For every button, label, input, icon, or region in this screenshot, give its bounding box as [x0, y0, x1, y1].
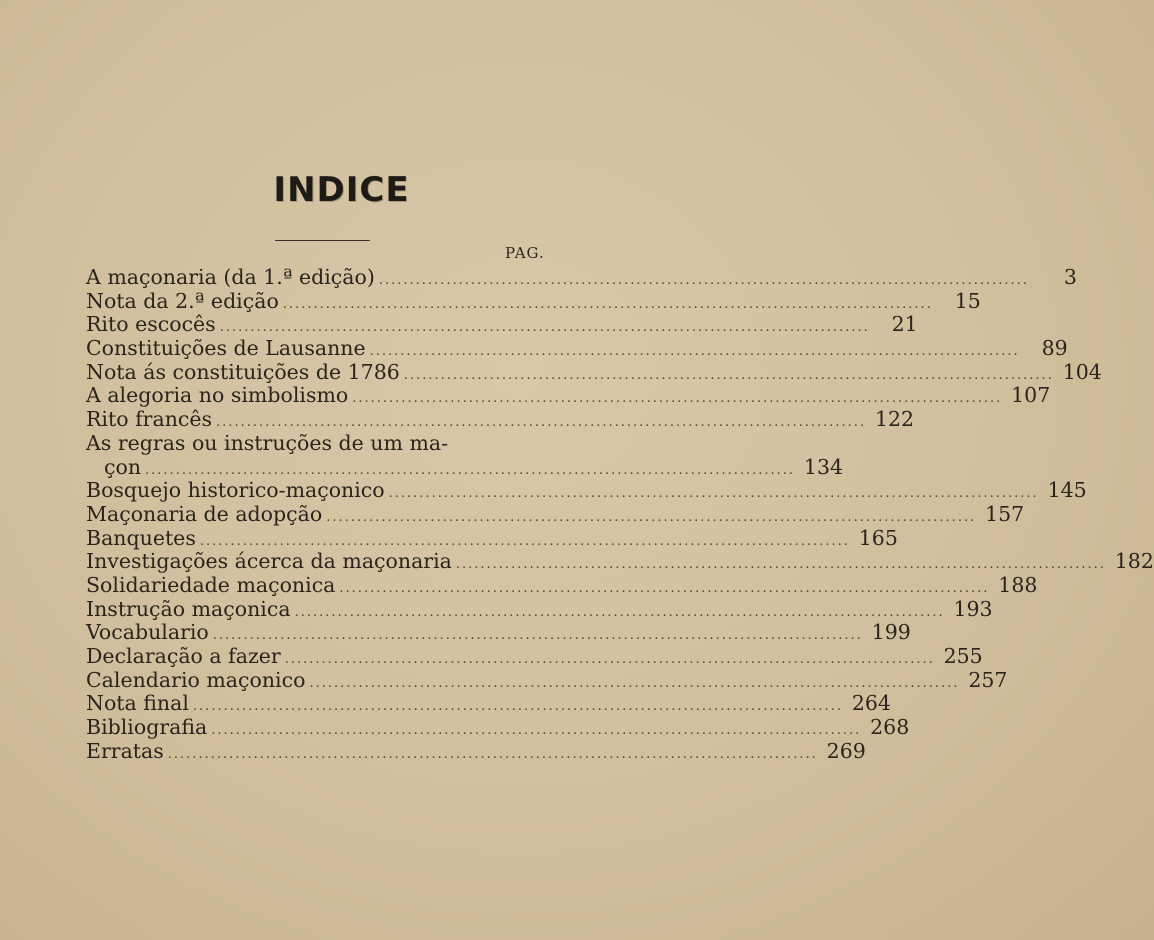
dot-leader: .......................................................................................................... — [284, 652, 935, 667]
toc-entry — [86, 620, 911, 645]
toc-entry-page: 257 — [968, 667, 1008, 692]
toc-entry — [86, 644, 983, 669]
page-column-header: PAG. — [505, 244, 545, 262]
toc-entry-label: Maçonaria de adopção — [86, 501, 323, 526]
dot-leader: .......................................................................................................... — [167, 746, 818, 762]
toc-entry-page: 122 — [874, 407, 915, 432]
toc-entry — [86, 525, 898, 551]
toc-entry-page: 255 — [943, 644, 983, 668]
toc-entry-label: çon — [104, 454, 142, 479]
toc-entry-label: Rito francês — [86, 407, 213, 432]
dot-leader: .......................................................................................................... — [339, 580, 990, 596]
toc-entry-label: As regras ou instruções de um ma- — [86, 430, 449, 455]
toc-entry-label: Constituições de Lausanne — [86, 336, 366, 361]
toc-entry-page: 107 — [1011, 383, 1051, 408]
toc-entry — [86, 454, 844, 480]
toc-entry — [86, 478, 1087, 503]
toc-entry-label: Nota ás constituições de 1786 — [86, 359, 400, 384]
toc-entry-page: 269 — [826, 738, 866, 763]
toc-entry-page: 157 — [985, 501, 1025, 526]
toc-entry-page: 145 — [1047, 478, 1087, 503]
dot-leader: .......................................................................................................... — [216, 415, 867, 431]
dot-leader: .......................................................................................................... — [326, 509, 977, 525]
toc-entry — [86, 312, 918, 337]
toc-entry — [86, 549, 1154, 574]
toc-entry — [86, 336, 1068, 361]
toc-entry-page: 89 — [1041, 336, 1068, 361]
toc-entry-page: 15 — [954, 288, 981, 313]
toc-entry — [86, 383, 1051, 408]
dot-leader: .......................................................................................................... — [403, 367, 1054, 383]
toc-entry-page: 3 — [1063, 265, 1077, 289]
toc-entry — [86, 359, 1102, 385]
toc-entry — [86, 596, 993, 622]
toc-entry-label: Nota final — [86, 691, 189, 716]
dot-leader: .......................................................................................................... — [378, 273, 1029, 288]
toc-entry-label: Investigações ácerca da maçonaria — [86, 549, 452, 574]
toc-entry — [86, 715, 910, 740]
toc-entry-label: Nota da 2.ª edição — [86, 288, 279, 313]
toc-entry — [86, 288, 981, 314]
toc-entry-label: Bosquejo historico-maçonico — [86, 478, 385, 503]
toc-entry-page: 165 — [858, 525, 898, 550]
toc-entry-label: Solidariedade maçonica — [86, 572, 336, 597]
dot-leader: .......................................................................................................... — [352, 391, 1003, 407]
dot-leader: .......................................................................................................... — [145, 462, 796, 478]
toc-entry — [86, 265, 1077, 290]
toc-entry-label: Rito escocês — [86, 312, 216, 337]
dot-leader: .......................................................................................................... — [192, 699, 843, 715]
dot-leader: .......................................................................................................... — [219, 320, 870, 336]
toc-entry-page: 199 — [871, 620, 911, 645]
toc-entry-label: Declaração a fazer — [86, 644, 281, 668]
toc-entry-page: 21 — [891, 312, 918, 337]
toc-entry — [86, 432, 566, 456]
toc-entry — [86, 501, 1025, 527]
toc-entry — [86, 667, 1008, 693]
toc-entry-page: 104 — [1062, 359, 1102, 384]
dot-leader: .......................................................................................................... — [212, 628, 863, 644]
toc-entry — [86, 572, 1038, 598]
dot-leader: .......................................................................................................... — [199, 533, 850, 549]
dot-leader: .......................................................................................................... — [294, 604, 945, 620]
toc-entry-label: Calendario maçonico — [86, 667, 306, 692]
toc-entry-page: 134 — [803, 454, 844, 479]
toc-entry-label: Vocabulario — [86, 620, 209, 645]
toc-entry-page: 193 — [953, 596, 993, 621]
dot-leader: .......................................................................................................... — [211, 723, 862, 739]
toc-entry-label: Banquetes — [86, 525, 196, 550]
toc-entry-page: 268 — [870, 715, 910, 740]
toc-entry-page: 264 — [851, 691, 891, 716]
toc-entry-page: 182 — [1114, 549, 1154, 574]
toc-entry-label: Erratas — [86, 738, 164, 763]
toc-entry-label: Bibliografia — [86, 715, 208, 740]
toc-entry-label: Instrução maçonica — [86, 596, 291, 621]
page-title: INDICE — [273, 170, 410, 210]
table-of-contents — [86, 265, 1154, 763]
dot-leader: .......................................................................................................... — [282, 296, 933, 312]
title-divider — [275, 240, 370, 241]
toc-entry — [86, 738, 866, 764]
dot-leader: .......................................................................................................... — [455, 557, 1106, 573]
toc-entry — [86, 691, 891, 716]
dot-leader: .......................................................................................................... — [309, 675, 960, 691]
toc-entry-label: A maçonaria (da 1.ª edição) — [86, 265, 375, 289]
dot-leader: .......................................................................................................... — [369, 344, 1020, 360]
dot-leader: .......................................................................................................... — [388, 486, 1039, 502]
toc-entry-label: A alegoria no simbolismo — [86, 383, 349, 408]
toc-entry-page: 188 — [998, 572, 1038, 597]
toc-entry — [86, 407, 915, 432]
